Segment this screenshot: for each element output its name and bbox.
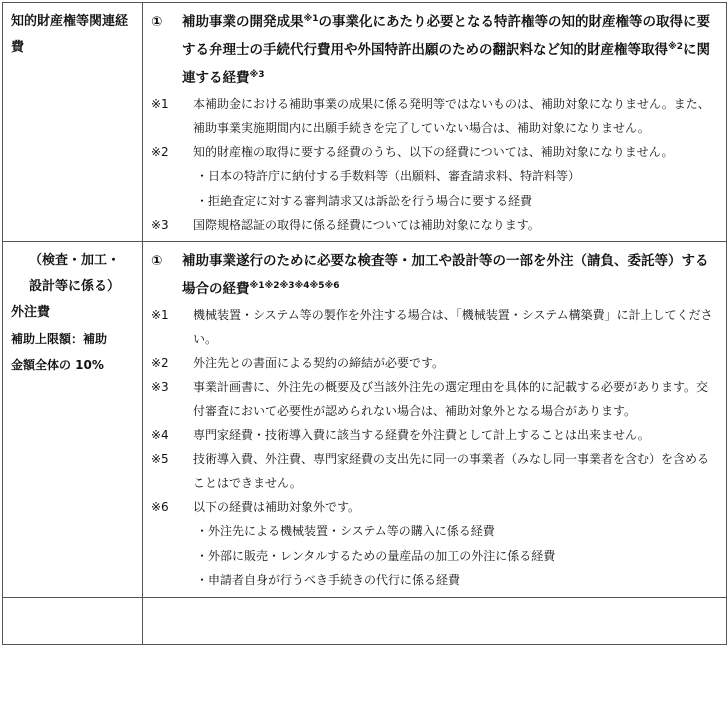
note-mark: ※4 xyxy=(151,428,169,442)
note-item xyxy=(151,495,720,519)
note-item xyxy=(151,140,720,164)
main-item-outsourcing xyxy=(151,247,720,303)
main-item-ip xyxy=(151,8,720,92)
note-text: 機械装置・システム等の製作を外注する場合は、「機械装置・システム構築費」に計上してください。 xyxy=(193,308,713,346)
note-text: 技術導入費、外注費、専門家経費の支出先に同一の事業者（みなし同一事業者を含む）を含めることはできません。 xyxy=(193,452,710,490)
sub-item: ・日本の特許庁に納付する手数料等（出願料、審査請求料、特許料等） xyxy=(196,169,581,183)
footnote-ref: ※1 xyxy=(303,14,319,24)
note-mark: ※3 xyxy=(151,380,169,394)
main-text-part: 補助事業の開発成果 xyxy=(182,14,304,30)
footnote-ref: ※2 xyxy=(668,42,684,52)
item-number: ① xyxy=(151,14,163,30)
note-mark: ※2 xyxy=(151,145,169,159)
note-item xyxy=(151,351,720,375)
note-text: 以下の経費は補助対象外です。 xyxy=(193,500,361,514)
sub-item: ・外部に販売・レンタルするための量産品の加工の外注に係る経費 xyxy=(196,548,556,563)
note-mark: ※2 xyxy=(151,356,169,370)
sub-item: ・拒絶査定に対する審判請求又は訴訟を行う場合に要する経費 xyxy=(196,193,533,208)
category-label: （検査・加工・ xyxy=(28,253,120,268)
category-label: 設計等に係る） xyxy=(28,279,120,294)
table-row-next xyxy=(3,597,727,644)
note-mark: ※5 xyxy=(151,452,169,466)
note-text: 外注先との書面による契約の締結が必要です。 xyxy=(193,356,445,370)
category-cell-ip xyxy=(3,3,143,242)
note-item xyxy=(151,213,720,237)
note-mark: ※6 xyxy=(151,500,169,514)
subsidy-cap-label: 補助上限額：補助 xyxy=(11,332,108,346)
note-text: 事業計画書に、外注先の概要及び当該外注先の選定理由を具体的に記載する必要があります。交付審査において必要性が認められない場合は、補助対象外となる場合があります。 xyxy=(193,380,709,418)
subsidy-cap-value: 金額全体の 10% xyxy=(11,358,104,372)
note-text: 専門家経費・技術導入費に該当する経費を外注費として計上することは出来ません。 xyxy=(193,428,650,442)
note-text: 国際規格認証の取得に係る経費については補助対象になります。 xyxy=(193,218,540,232)
note-item xyxy=(151,303,720,351)
description-cell-ip xyxy=(143,3,727,242)
note-item xyxy=(151,423,720,447)
note-text: 知的財産権の取得に要する経費のうち、以下の経費については、補助対象になりません。 xyxy=(193,145,674,159)
expense-table xyxy=(2,2,727,645)
item-number: ① xyxy=(151,253,163,269)
main-text: 補助事業遂行のために必要な検査等・加工や設計等の一部を外注（請負、委託等）する場合の経費 xyxy=(182,253,709,297)
category-cell-outsourcing xyxy=(3,242,143,598)
category-cell-next xyxy=(3,597,143,644)
note-mark: ※3 xyxy=(151,218,169,232)
note-item xyxy=(151,92,720,140)
note-text: 本補助金における補助事業の成果に係る発明等ではないものは、補助対象になりません。また、補助事業実施期間内に出願手続きを完了していない場合は、補助対象になりません。 xyxy=(193,97,710,135)
main-text-part: に関連する経費 xyxy=(182,42,711,86)
table-row-outsourcing xyxy=(3,242,727,598)
main-text-part: の事業化にあたり必要となる特許権等の知的財産権等の取得に要する弁理士の手続代行費用や外国特許出願のための翻訳料など知的財産権等取得 xyxy=(182,14,711,58)
sub-item: ・外注先による機械装置・システム等の購入に係る経費 xyxy=(196,524,495,538)
note-item xyxy=(151,375,720,423)
description-cell-outsourcing xyxy=(143,242,727,598)
note-mark: ※1 xyxy=(151,308,169,322)
footnote-ref: ※3 xyxy=(249,70,265,80)
category-title-outsourcing: 外注費 xyxy=(11,305,51,320)
description-cell-next xyxy=(143,597,727,644)
note-mark: ※1 xyxy=(151,97,169,111)
footnote-refs: ※1※2※3※4※5※6 xyxy=(249,281,340,291)
table-row-ip-costs xyxy=(3,3,727,242)
note-item xyxy=(151,447,720,495)
sub-item: ・申請者自身が行うべき手続きの代行に係る経費 xyxy=(196,573,461,587)
category-title-ip: 知的財産権等関連経費 xyxy=(11,14,129,55)
